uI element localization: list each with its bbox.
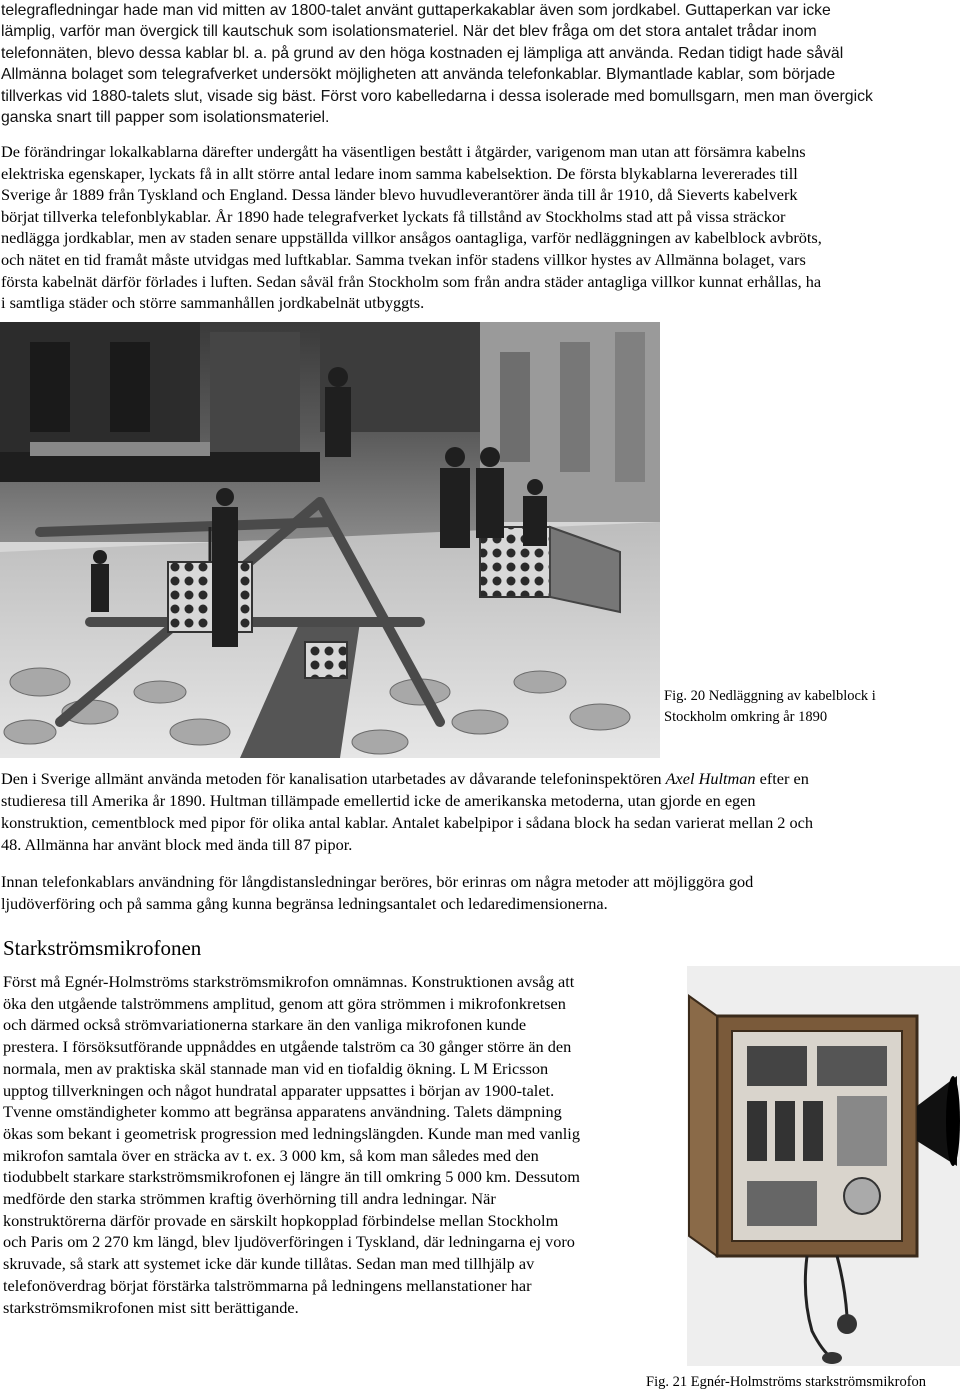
paragraph-canalisation-start: Den i Sverige allmänt använda metoden för kanalisation utarbetades av dåvarande telefoninspektören <box>1 769 666 788</box>
figure-21-photo <box>687 966 960 1366</box>
paragraph-microphone: Först må Egnér-Holmströms starkströmsmikrofon omnämnas. Konstruktionen avsåg att öka den utgående talströmmens amplitud, genom att göra strömmen i mikrofonkretsen och därmed också strömvariationerna starkare än den vanliga mikrofonen kunde prestera. I försöksutförande uppnåddes en utgående talström ca 30 gånger större än den normala, men av praktiska skäl stannade man vid en tiofaldig ökning. L M Ericsson upptog tillverkningen och något hundratal apparater uppsattes i början av 1900-talet. Tvenne omständigheter kommo att begränsa apparatens användning. Talets dämpning ökas som bekant i geometrisk progression med ledningslängden. Kunde man med vanlig mikrofon samtala över en sträcka av t. ex. 3 000 km, så kom man således med den tiodubbelt starkare starkströmsmikrofonen ej längre än till omkring 5 000 km. Dessutom medförde den starka strömmen kraftig överhörning till andra ledningar. När konstruktörerna därför provade en särskilt hopkopplad förbindelse mellan Stockholm och Paris om 2 270 km längd, blev ljudöverföringen i Tyskland, där ledningarna ej voro skruvade, så stark att systemet icke där kunde tillåtas. Sedan man med tillhjälp av telefonöverdrag börjat förstärka talströmmarna på ledningens mellanstationer har starkströmsmikrofonen mist sitt berättigande. <box>3 972 580 1317</box>
paragraph-canalisation-end: efter en studieresa till Amerika år 1890. Hultman tillämpade emellertid icke de amerikanska metoderna, utan gjorde en egen konstruktion, cementblock med pipor för olika antal kablar. Antalet kabelpipor i sådana block ha sedan varierat mellan 2 och 48. Allmänna har använt block med ända till 87 pipor. <box>1 769 813 854</box>
paragraph-long-distance-intro: Innan telefonkablars användning för långdistansledningar beröres, bör erinras om några metoder att möjliggöra god ljudöverföring och på samma gång kunna begränsa ledningsantalet och ledaredimensionerna. <box>1 872 754 913</box>
paragraph-cable-history: telegrafledningar hade man vid mitten av 1800-talet använt guttaperkakablar även som jordkabel. Guttaperkan var icke lämplig, varför man övergick till kautschuk som isolationsmateriel. När det blev fråga om det stora antalet trådar inom telefonnäten, blevo dessa kablar bl. a. på grund av den höga kostnaden ej lämpliga att använda. Redan tidigt hade såväl Allmänna bolaget som telegrafverket undersökt möjligheten att använda telefonkablar. Blymantlade kablar, som började tillverkas vid 1880-talets slut, visade sig bäst. Först voro kabelledarna i dessa isolerade med bomullsgarn, men man övergick ganska snart till papper som isolationsmateriel. <box>1 2 873 127</box>
figure-21-caption: Fig. 21 Egnér-Holmströms starkströmsmikrofon <box>646 1374 927 1390</box>
person-name-axel-hultman: Axel Hultman <box>665 769 756 788</box>
figure-20-photo <box>0 322 660 758</box>
cable-laying-photo-illustration <box>0 322 660 758</box>
paragraph-canalisation <box>1 768 956 856</box>
paragraph-local-cables: De förändringar lokalkablarna därefter undergått ha väsentligen bestått i åtgärder, varigenom man utan att försämra kabelns elektriska egenskaper, lyckats få in allt större antal ledare inom samma kabelsektion. De första blykablarna levererades till Sverige år 1889 från Tyskland och England. Dessa länder blevo huvudleverantörer ända till år 1910, då Sieverts kabelverk börjat tillverka telefonblykablar. År 1890 hade telegrafverket lyckats få tillstånd av Stockholms stad att på vissa sträckor nedlägga jordkablar, men av staden senare uppställda villkor ansågos oantagliga, varför nedläggningen av kabelblock avbröts, och nätet en tid framåt måste utvidgas med luftkablar. Samma tvekan inför stadens villkor hystes av Allmänna bolaget, vars första kabelnät därför förlades i luften. Sedan såväl från Stockholm som från andra städer antagliga villkor kunnat erhållas, ha i samtliga städer och större sammanhållen jordkabelnät utbyggts. <box>1 142 822 313</box>
figure-20-caption: Fig. 20 Nedläggning av kabelblock i Stockholm omkring år 1890 <box>664 688 876 725</box>
section-heading: Starkströmsmikrofonen <box>3 936 202 960</box>
microphone-apparatus-illustration <box>687 966 960 1366</box>
